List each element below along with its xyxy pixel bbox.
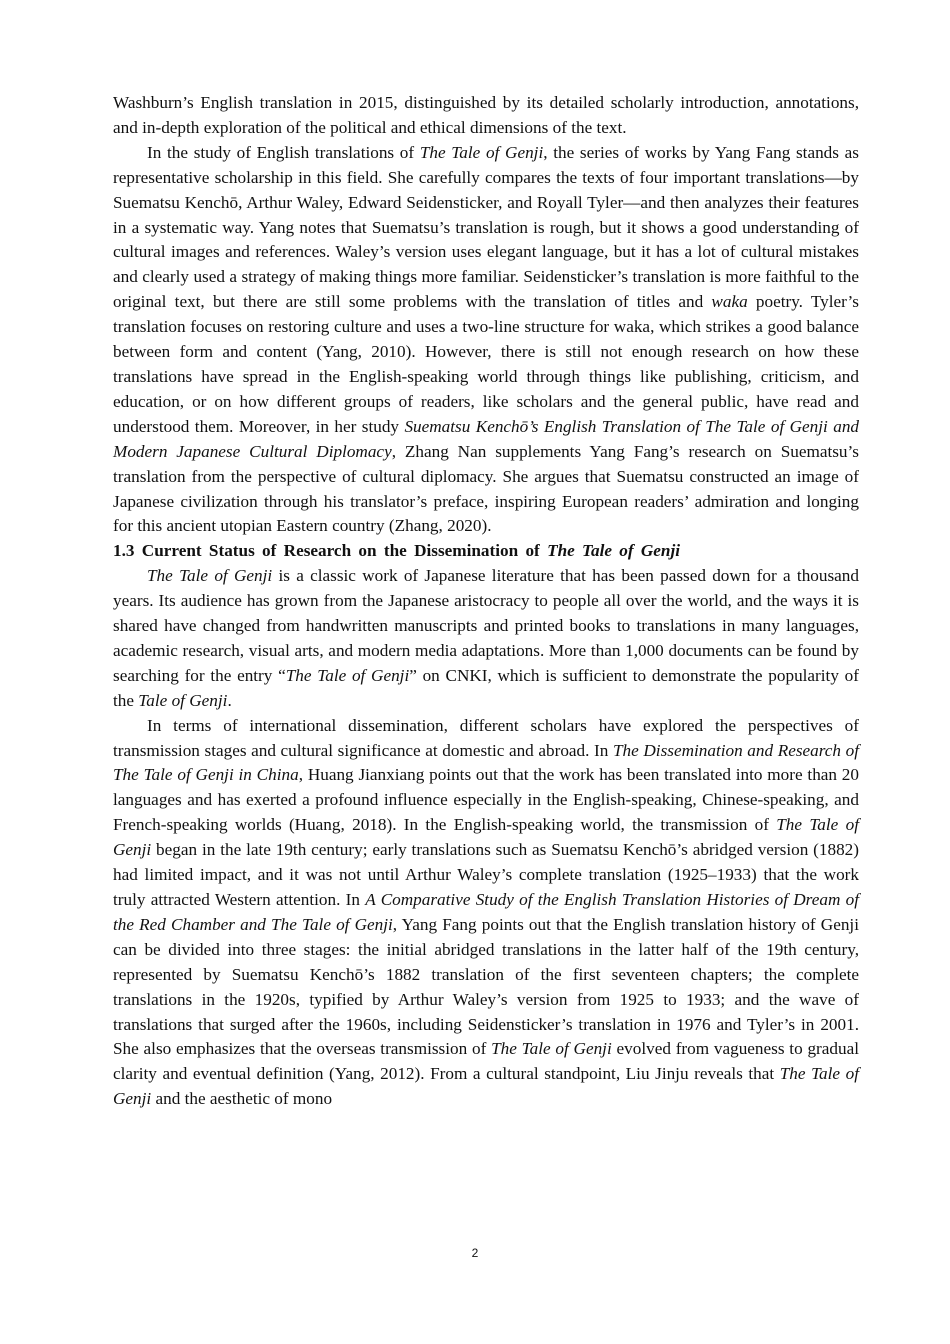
text-run: and the aesthetic of mono <box>151 1089 333 1109</box>
text-run: ” on CNKI, which is sufficient to demonstrate the popularity of the <box>113 665 859 710</box>
italic-title: The Tale of Genji <box>705 416 828 436</box>
text-run: , the series of works by Yang Fang stands as representative scholarship in this field. She carefully compares the texts of four important translations—by Suematsu Kenchō, Arthur Waley, Edward Seidensticker, and Royall Tyler—and then analyzes their features in a systematic way. Yang notes that Suematsu’s translation is rough, but it shows a good understanding of cultural images and references. Waley’s version uses elegant language, but it has a lot of cultural mistakes and clearly used a strategy of making things more familiar. Seidensticker’s translation is more faithful to the original text, but there are still some problems with the translation of titles and <box>113 142 859 312</box>
italic-term: waka <box>711 292 748 312</box>
text-run: Washburn’s English translation in 2015, distinguished by its detailed scholarly introduction, annotations, and in-depth exploration of the political and ethical dimensions of the text. <box>113 93 859 137</box>
italic-title: The Tale of Genji <box>147 566 273 586</box>
text-run: . <box>227 690 232 710</box>
italic-title: A Comparative Study of the English Translation Histories of Dream of the Red Chamber and The Tale of Genji <box>113 890 859 934</box>
italic-title: The Tale of Genji <box>419 142 544 162</box>
section-title-italic: The Tale of Genji <box>547 541 681 561</box>
text-run: began in the late 19th century; early translations such as Suematsu Kenchō’s abridged version (1882) had limited impact, and it was not until Arthur Waley’s complete translation (1925–1933) that the work truly attracted Western attention. In <box>113 840 859 909</box>
text-run: In the study of English translations of <box>147 142 420 162</box>
italic-title: The Dissemination and Research of The Tale of Genji in China <box>113 740 859 785</box>
italic-title: The Tale of Genji <box>491 1039 612 1059</box>
italic-title: The Tale of Genji <box>113 815 859 860</box>
italic-title: Tale of Genji <box>138 690 228 710</box>
page-body <box>113 91 859 1112</box>
text-run: In terms of international dissemination, different scholars have explored the perspectives of transmission stages and cultural significance at domestic and abroad. In <box>113 715 859 760</box>
text-run: poetry. Tyler’s translation focuses on restoring culture and uses a two-line structure for waka, which strikes a good balance between form and content (Yang, 2010). However, there is still not enough research on how these translations have spread in the English-speaking world through things like publishing, criticism, and education, or on how different groups of readers, like scholars and the general public, have read and understood them. Moreover, in her study <box>113 292 859 436</box>
italic-title: and Modern Japanese Cultural Diplomacy <box>113 416 860 461</box>
page-number: 2 <box>471 1246 479 1260</box>
text-run: is a classic work of Japanese literature that has been passed down for a thousand years. Its audience has grown from the Japanese aristocracy to people all over the world, and the ways it is shared have changed from handwritten manuscripts and printed books to translations in many languages, academic research, visual arts, and modern media adaptations. More than 1,000 documents can be found by searching for the entry “ <box>113 566 859 685</box>
section-title: Current Status of Research on the Dissemination of <box>134 541 548 561</box>
section-number: 1.3 <box>113 541 135 561</box>
text-run: , Huang Jianxiang points out that the work has been translated into more than 20 languages and has exerted a profound influence especially in the English-speaking, Chinese-speaking, and French-speaking worlds (Huang, 2018). In the English-speaking world, the transmission of <box>113 765 859 835</box>
text-run: evolved from vagueness to gradual clarity and eventual definition (Yang, 2012). From a cultural standpoint, Liu Jinju reveals that <box>113 1039 859 1084</box>
italic-title: Suematsu Kenchō’s English Translation of <box>404 416 706 436</box>
paragraph-translation-studies <box>113 141 859 540</box>
paragraph-continuation <box>113 91 859 141</box>
italic-title: The Tale of Genji <box>285 665 410 685</box>
italic-title: The Tale of Genji <box>113 1064 859 1109</box>
text-run: , Zhang Nan supplements Yang Fang’s research on Suematsu’s translation from the perspective of cultural diplomacy. She argues that Suematsu constructed an image of Japanese civilization through his translator’s preface, inspiring European readers’ admiration and longing for this ancient utopian Eastern country (Zhang, 2020). <box>113 441 859 536</box>
section-heading <box>113 539 859 564</box>
text-run: , Yang Fang points out that the English translation history of Genji can be divided into three stages: the initial abridged translations in the latter half of the 19th century, represented by Suematsu Kenchō’s 1882 translation of the first seventeen chapters; the complete translations in the 1920s, typified by Arthur Waley’s version from 1925 to 1933; and the wave of translations that surged after the 1960s, including Seidensticker’s translation in 1976 and Tyler’s in 2001. She also emphasizes that the overseas transmission of <box>113 914 859 1059</box>
paragraph-international-dissemination <box>113 714 859 1113</box>
paragraph-overview <box>113 564 859 713</box>
